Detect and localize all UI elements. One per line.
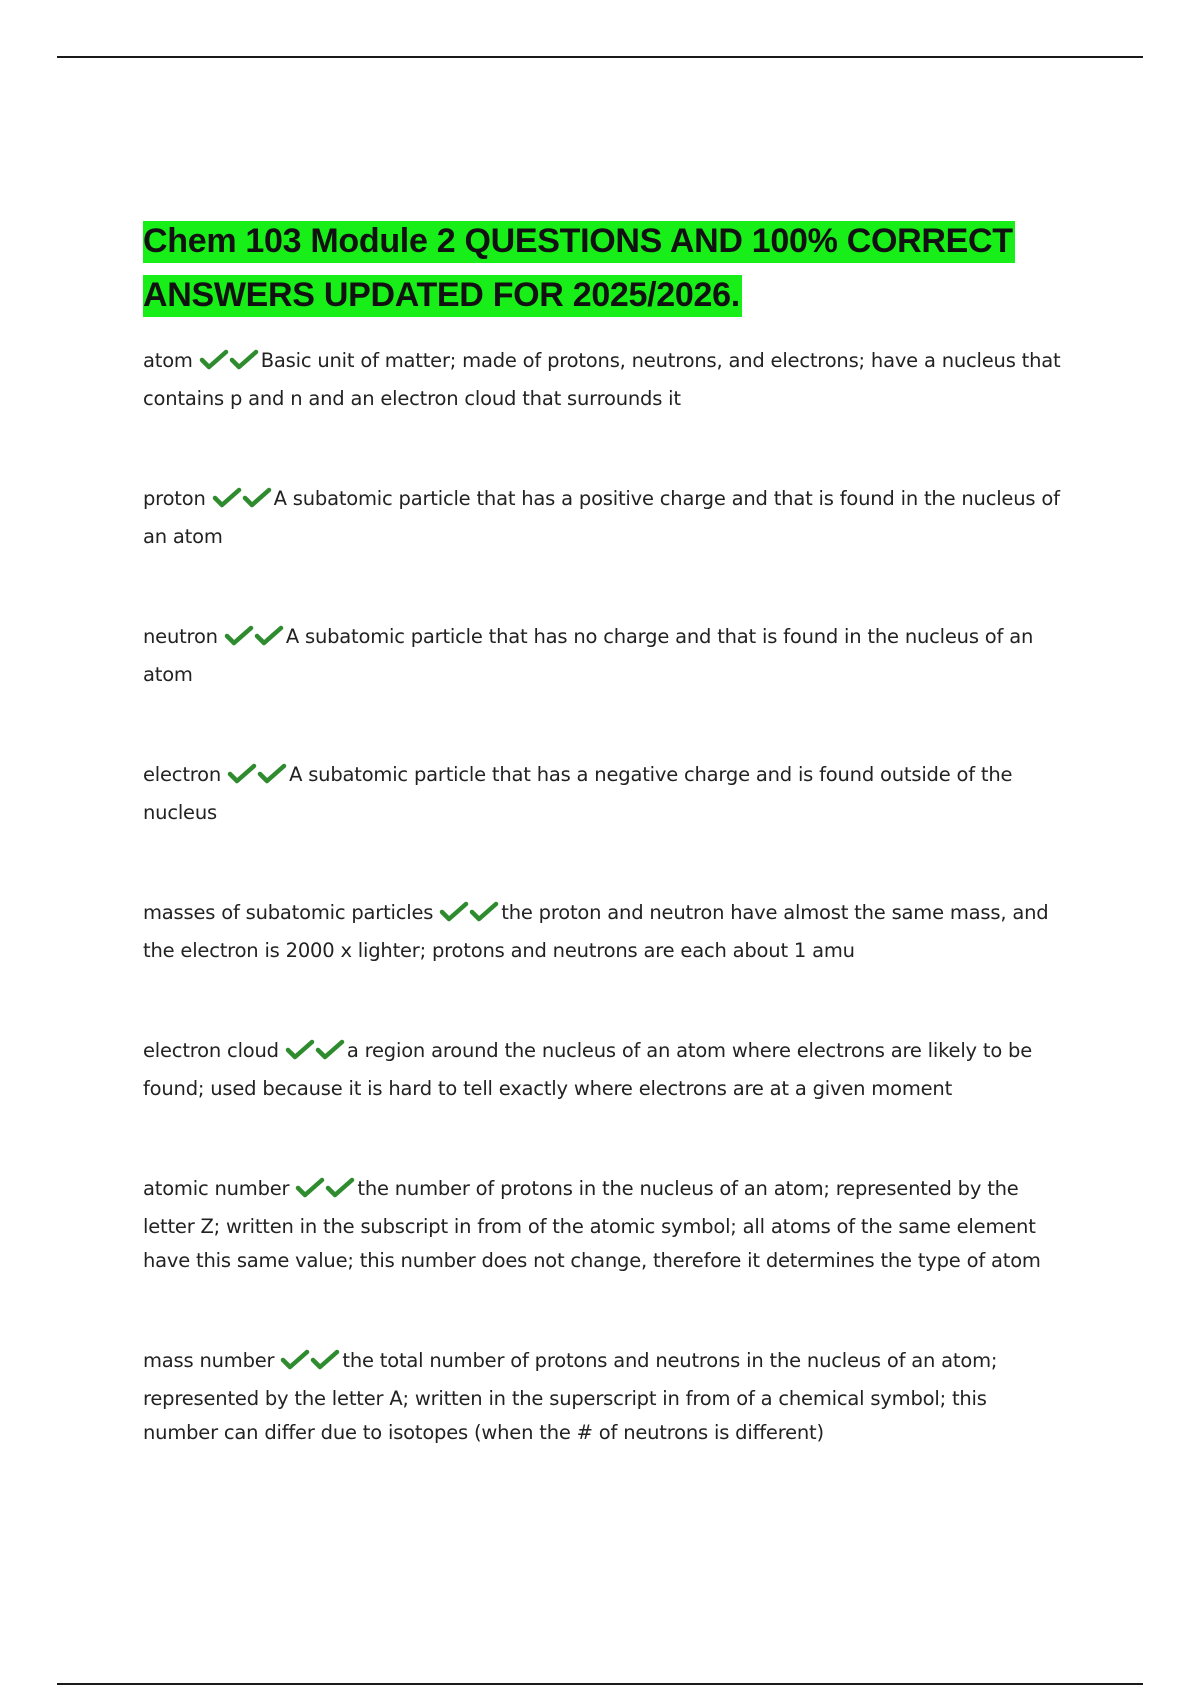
- term: proton: [143, 487, 206, 510]
- qa-entry: [143, 344, 1063, 416]
- definition: the number of protons in the nucleus of an atom; represented by the letter Z; written in the subscript in from of the atomic symbol; all atoms of the same element have this same value; this number does not change, therefore it determines the type of atom: [143, 1177, 1041, 1272]
- term: electron cloud: [143, 1039, 279, 1062]
- check-icon: [310, 1349, 340, 1371]
- top-rule: [57, 56, 1143, 58]
- term: neutron: [143, 625, 218, 648]
- check-icon: [285, 1039, 315, 1061]
- double-checkmark-icon: [295, 1176, 355, 1210]
- definition: the total number of protons and neutrons in the nucleus of an atom; represented by the letter A; written in the superscript in from of a chemical symbol; this number can differ due to isotopes (when the # of neutrons is different): [143, 1349, 998, 1444]
- qa-entry: [143, 896, 1063, 968]
- definition: a region around the nucleus of an atom where electrons are likely to be found; used because it is hard to tell exactly where electrons are at a given moment: [143, 1039, 1033, 1100]
- check-icon: [295, 1177, 325, 1199]
- double-checkmark-icon: [280, 1348, 340, 1382]
- term: masses of subatomic particles: [143, 901, 434, 924]
- double-checkmark-icon: [285, 1038, 345, 1072]
- bottom-rule: [57, 1683, 1143, 1685]
- definition: the proton and neutron have almost the same mass, and the electron is 2000 x lighter; protons and neutrons are each about 1 amu: [143, 901, 1049, 962]
- double-checkmark-icon: [227, 762, 287, 796]
- double-checkmark-icon: [224, 624, 284, 658]
- definition: A subatomic particle that has a positive charge and that is found in the nucleus of an atom: [143, 487, 1060, 548]
- qa-entry: [143, 620, 1063, 692]
- qa-entry: [143, 1172, 1063, 1278]
- check-icon: [224, 625, 254, 647]
- document-body: [143, 214, 1063, 1450]
- definition: A subatomic particle that has no charge and that is found in the nucleus of an atom: [143, 625, 1034, 686]
- check-icon: [254, 625, 284, 647]
- term: atom: [143, 349, 193, 372]
- check-icon: [315, 1039, 345, 1061]
- check-icon: [212, 487, 242, 509]
- check-icon: [325, 1177, 355, 1199]
- double-checkmark-icon: [439, 900, 499, 934]
- term: electron: [143, 763, 222, 786]
- check-icon: [242, 487, 272, 509]
- document-title: [143, 214, 1063, 322]
- title-highlight: Chem 103 Module 2 QUESTIONS AND 100% CORRECT ANSWERS UPDATED FOR 2025/2026.: [143, 221, 1015, 317]
- check-icon: [257, 763, 287, 785]
- term: mass number: [143, 1349, 275, 1372]
- check-icon: [469, 901, 499, 923]
- check-icon: [439, 901, 469, 923]
- definition: A subatomic particle that has a negative charge and is found outside of the nucleus: [143, 763, 1013, 824]
- qa-entry: [143, 482, 1063, 554]
- qa-entry: [143, 758, 1063, 830]
- double-checkmark-icon: [212, 486, 272, 520]
- check-icon: [229, 349, 259, 371]
- check-icon: [199, 349, 229, 371]
- double-checkmark-icon: [199, 348, 259, 382]
- definition: Basic unit of matter; made of protons, neutrons, and electrons; have a nucleus that contains p and n and an electron cloud that surrounds it: [143, 349, 1061, 410]
- check-icon: [280, 1349, 310, 1371]
- term: atomic number: [143, 1177, 290, 1200]
- qa-entry: [143, 1034, 1063, 1106]
- qa-entry: [143, 1344, 1063, 1450]
- check-icon: [227, 763, 257, 785]
